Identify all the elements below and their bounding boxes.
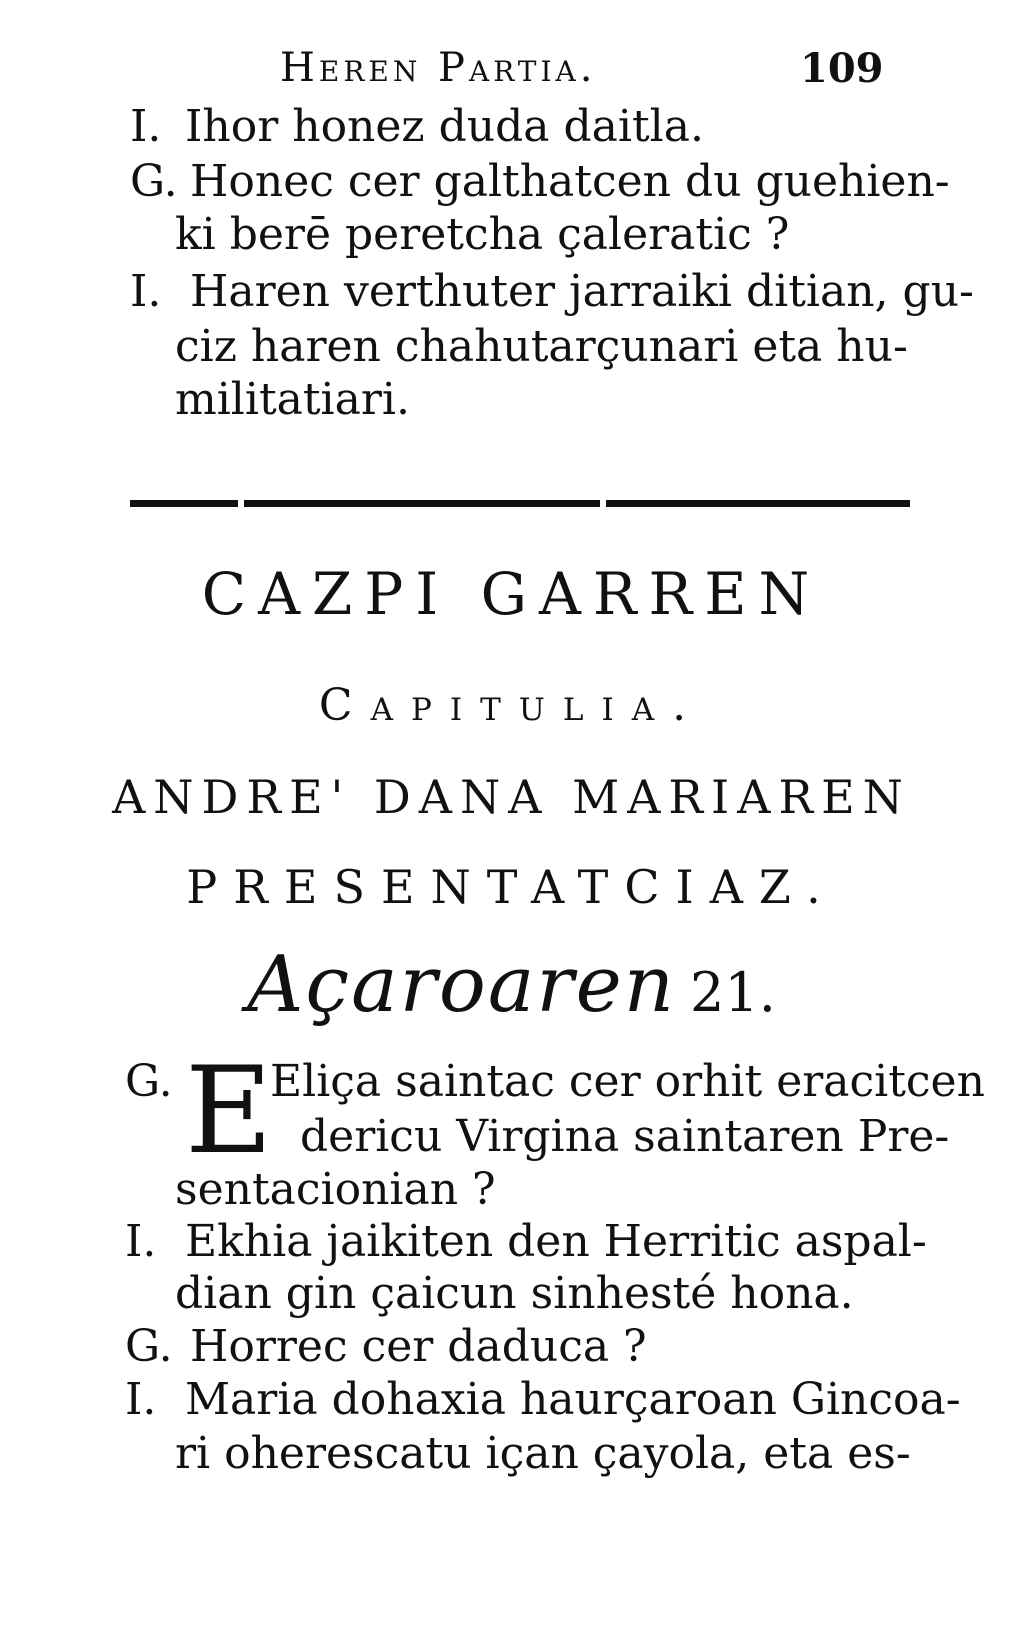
chapter-title-line2: PRESENTATCIAZ.	[186, 860, 837, 914]
dialogue-line: Eliça saintac cer orhit eracitcen	[270, 1056, 985, 1107]
feast-date	[0, 940, 1023, 1030]
section-rule	[130, 500, 910, 507]
drop-cap: E	[185, 1042, 273, 1181]
dialogue-line: dericu Virgina saintaren Pre-	[300, 1111, 950, 1162]
dialogue-line: Haren verthuter jarraiki ditian, gu-	[190, 266, 974, 317]
dialogue-line: ki berē peretcha çaleratic ?	[175, 209, 790, 260]
dialogue-line: Honec cer galthatcen du guehien-	[190, 156, 950, 207]
chapter-label: Capitulia.	[318, 680, 705, 731]
speaker-label: G.	[130, 156, 178, 207]
dialogue-line: militatiari.	[175, 374, 410, 425]
chapter-title-line1: ANDRE' DANA MARIAREN	[112, 770, 911, 824]
rule-gap	[600, 498, 606, 509]
running-head: Heren Partia.	[280, 45, 597, 91]
dialogue-line: Ekhia jaikiten den Herritic aspal-	[185, 1216, 927, 1267]
dialogue-line: Maria dohaxia haurçaroan Gincoa-	[185, 1374, 961, 1425]
chapter-number-heading: CAZPI GARREN	[201, 560, 822, 628]
dialogue-line: sentacionian ?	[175, 1164, 496, 1215]
dialogue-line: dian gin çaicun sinhesté hona.	[175, 1268, 854, 1319]
speaker-label: I.	[130, 266, 162, 317]
rule-gap	[238, 498, 244, 509]
dialogue-line: Horrec cer daduca ?	[190, 1321, 647, 1372]
dialogue-line: ciz haren chahutarçunari eta hu-	[175, 321, 908, 372]
speaker-label: I.	[125, 1374, 157, 1425]
page-number: 109	[800, 45, 884, 92]
speaker-label: G.	[125, 1056, 173, 1107]
speaker-label: G.	[125, 1321, 173, 1372]
date-number: 21.	[690, 961, 776, 1024]
date-word: Açaroaren	[247, 940, 677, 1030]
dialogue-line: Ihor honez duda daitla.	[185, 101, 704, 152]
speaker-label: I.	[125, 1216, 157, 1267]
dialogue-line: ri oherescatu içan çayola, eta es-	[175, 1428, 911, 1479]
speaker-label: I.	[130, 101, 162, 152]
